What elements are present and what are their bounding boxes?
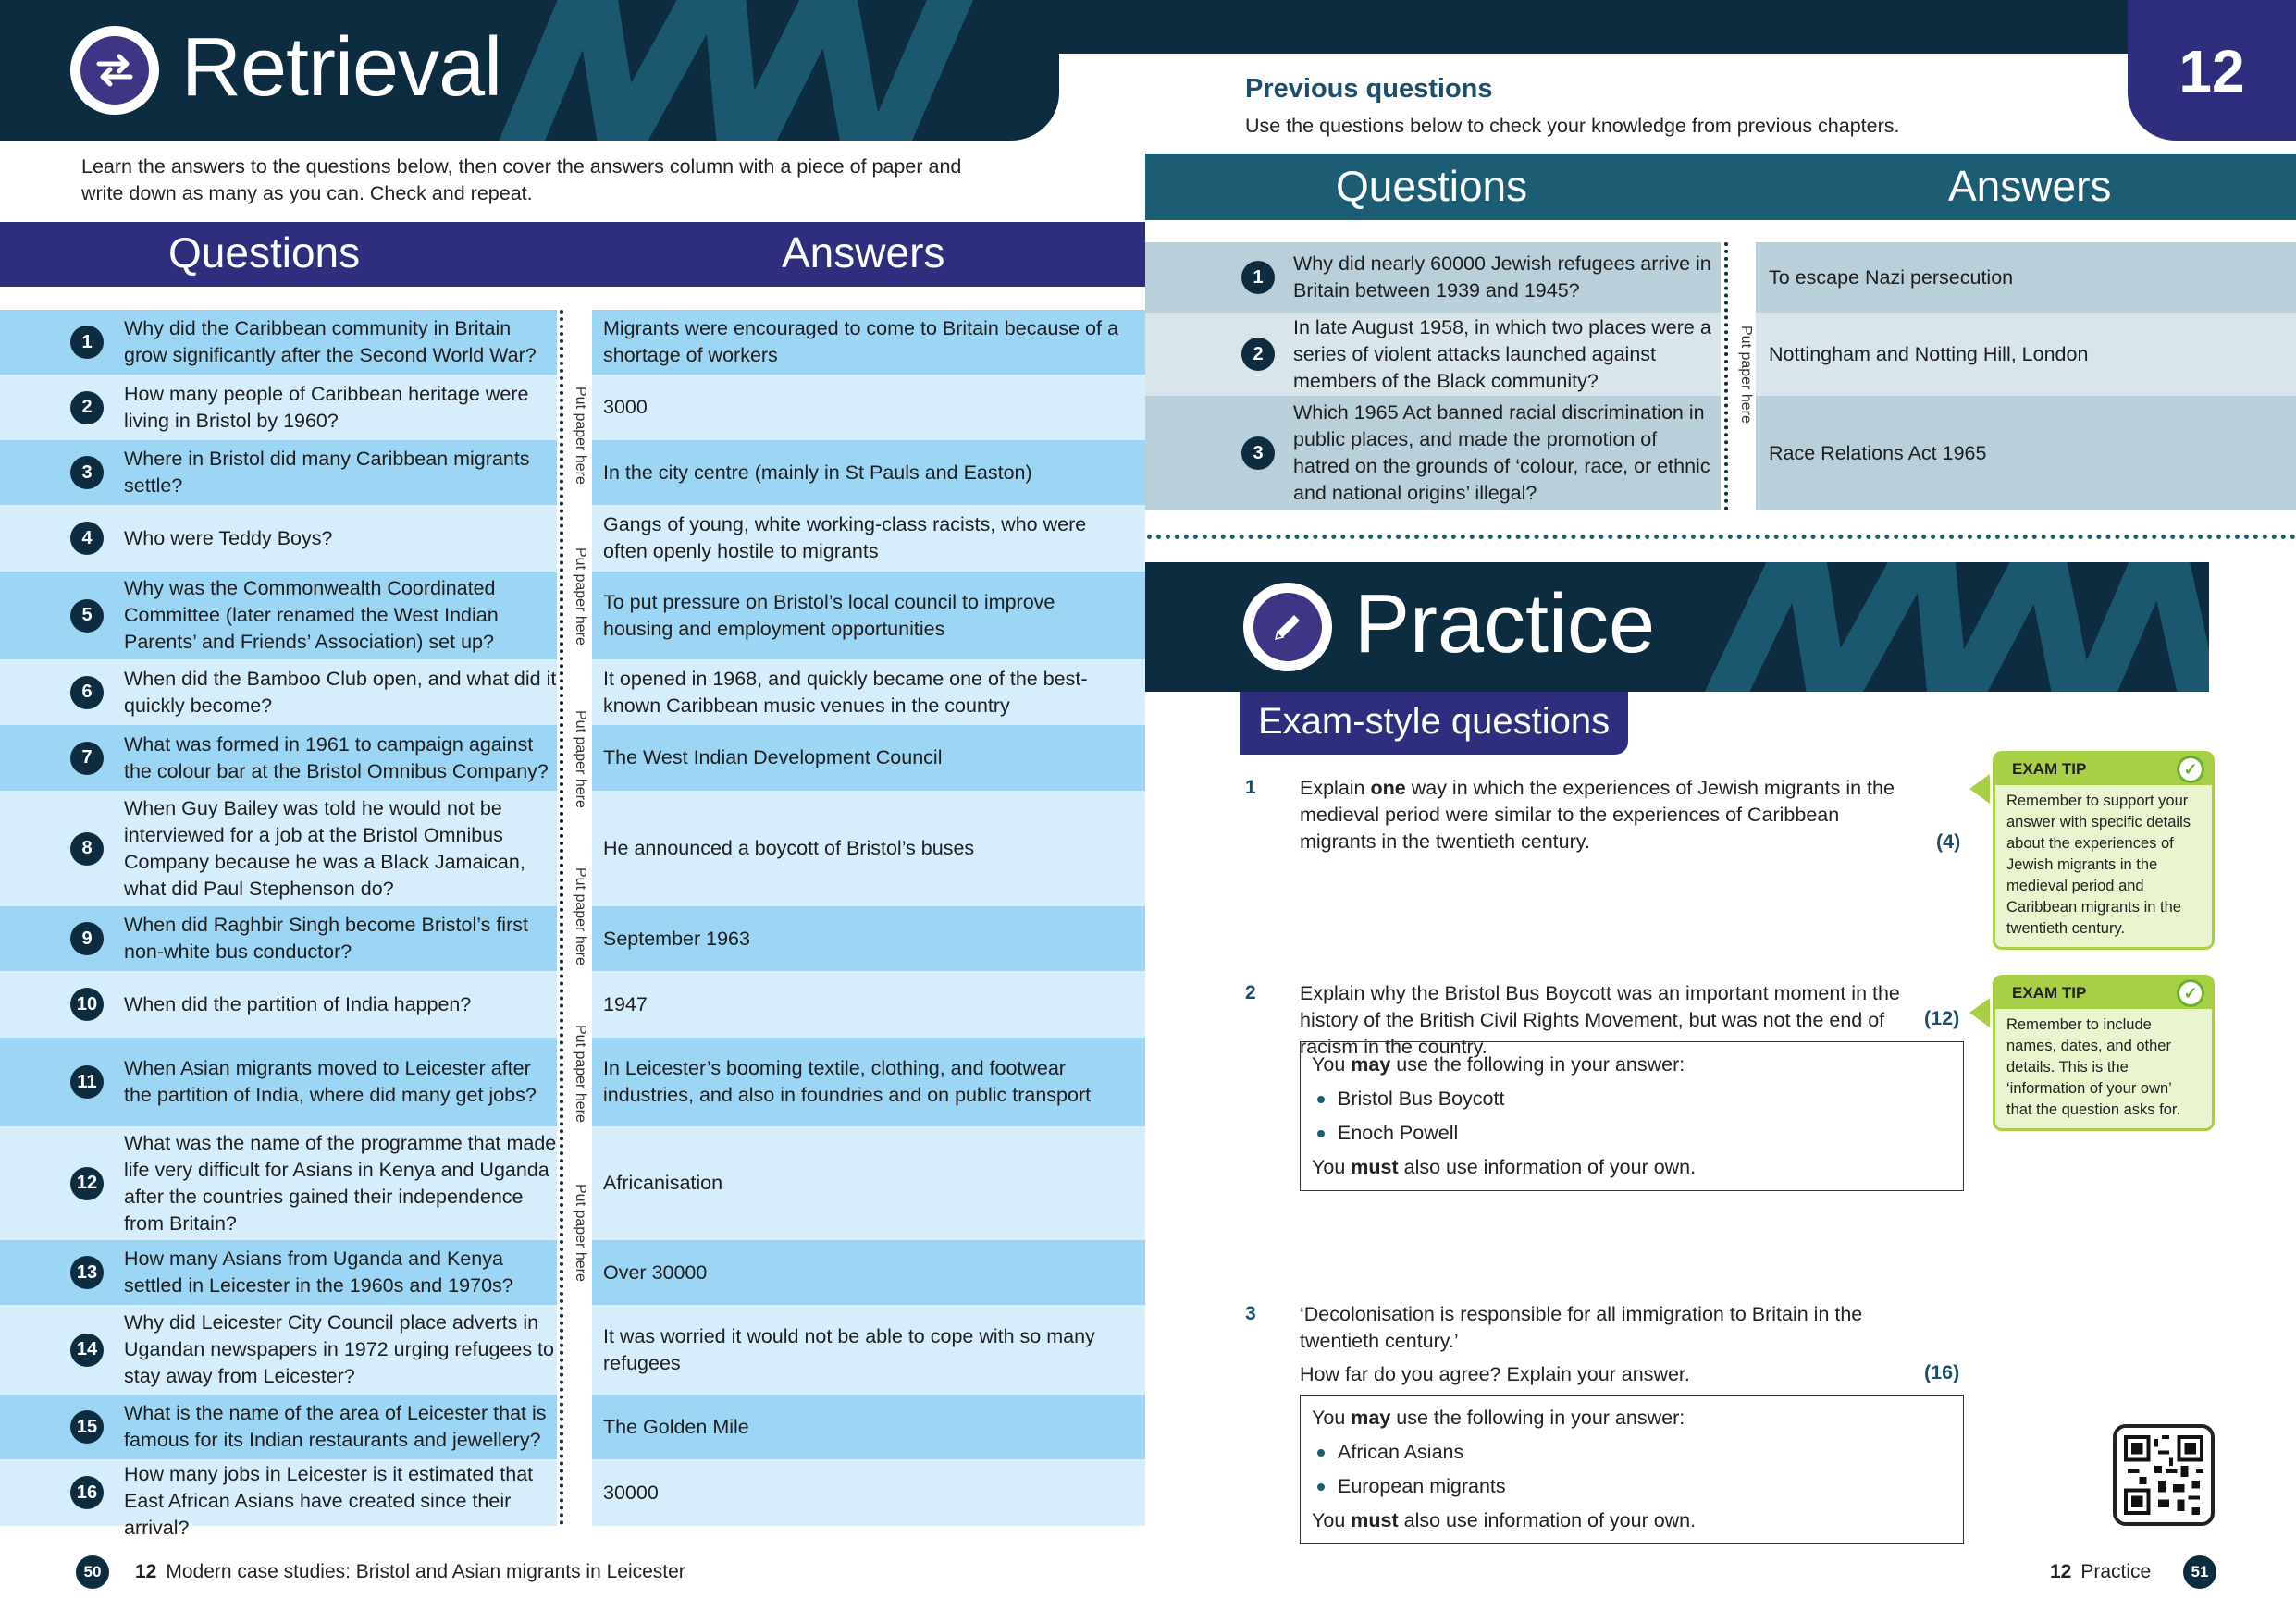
- put-paper-here-label: Put paper here: [573, 547, 588, 646]
- table-row: [1145, 242, 2296, 313]
- brush-decoration: [1700, 562, 2209, 692]
- question-text: When Guy Bailey was told he would not be interviewed for a job at the Bristol Omnibus Company because he was a Black Jamaican, what did Paul Stephenson do?: [124, 796, 525, 900]
- question-number: 7: [70, 742, 104, 775]
- answer-text: Race Relations Act 1965: [1769, 441, 1987, 464]
- question-number: 5: [70, 599, 104, 633]
- question-text: Why did the Caribbean community in Britain grow significantly after the Second World War?: [124, 317, 537, 366]
- answer-text: Gangs of young, white working-class racists, who were often openly hostile to migrants: [603, 513, 1087, 562]
- intro-text: Learn the answers to the questions below, then cover the answers column with a piece of paper and write down as many as you can. Check and repeat.: [81, 155, 962, 204]
- put-paper-here-label: Put paper here: [573, 867, 588, 965]
- qr-code[interactable]: [2113, 1424, 2215, 1526]
- brush-decoration: [481, 0, 1059, 141]
- answer-text: To put pressure on Bristol’s local council to improve housing and employment opportunities: [603, 590, 1055, 640]
- previous-questions-subtitle: Use the questions below to check your knowledge from previous chapters.: [1245, 115, 1900, 137]
- question-number: 10: [70, 988, 104, 1021]
- question-marks: (4): [1936, 830, 1961, 853]
- answers-heading: Answers: [1948, 162, 2112, 210]
- exam-tip-box: [1993, 975, 2215, 1131]
- question-number: 15: [70, 1410, 104, 1444]
- retrieval-header: [0, 0, 1059, 141]
- must-use-line: You must also use information of your own.: [1312, 1156, 1697, 1178]
- question-text: When did the partition of India happen?: [124, 992, 472, 1015]
- question-text: What is the name of the area of Leicester that is famous for its Indian restaurants and jewellery?: [124, 1402, 547, 1451]
- exam-tip-text: Remember to support your answer with specific details about the experiences of Jewish migrants in the medieval period and Caribbean migrants in the twentieth century.: [2006, 793, 2191, 937]
- question-number: 3: [70, 456, 104, 489]
- pencil-icon: [1243, 583, 1332, 671]
- question-number: 1: [1241, 261, 1275, 294]
- question-number: 4: [70, 522, 104, 555]
- question-text: When Asian migrants moved to Leicester after the partition of India, where did many get jobs?: [124, 1057, 537, 1106]
- exam-style-questions-tab: Exam-style questions: [1240, 692, 1628, 755]
- top-band: [1055, 0, 2296, 54]
- page-number: 50: [76, 1555, 109, 1589]
- exam-tip-heading: EXAM TIP: [1995, 754, 2212, 785]
- answer-text: To escape Nazi persecution: [1769, 265, 2014, 289]
- answer-text: 1947: [603, 992, 648, 1015]
- use-the-following-box: [1300, 1395, 1964, 1544]
- bullet-item: African Asians: [1312, 1435, 1952, 1469]
- may-use-line: You may use the following in your answer:: [1312, 1407, 1685, 1429]
- question-number: 14: [70, 1334, 104, 1367]
- question-text: In late August 1958, in which two places were a series of violent attacks launched against members of the Black community?: [1293, 316, 1711, 392]
- answer-text: 3000: [603, 396, 648, 418]
- retrieval-column-header: [0, 222, 1145, 287]
- use-the-following-box: [1300, 1041, 1964, 1191]
- question-prompt: How far do you agree? Explain your answer.: [1300, 1363, 1690, 1385]
- answer-text: Africanisation: [603, 1172, 723, 1194]
- question-text: How many people of Caribbean heritage were living in Bristol by 1960?: [124, 382, 529, 432]
- question-number: 16: [70, 1476, 104, 1509]
- put-paper-here-label: Put paper here: [573, 710, 588, 808]
- chapter-number: 12: [2179, 38, 2245, 105]
- question-number: 13: [70, 1256, 104, 1289]
- table-row: [1145, 396, 2296, 510]
- question-number: 1: [70, 326, 104, 359]
- footer-chapter: 12 Practice: [2050, 1561, 2152, 1582]
- exam-tip-box: [1993, 751, 2215, 950]
- bullet-item: European migrants: [1312, 1469, 1952, 1504]
- exam-tip-heading: EXAM TIP: [1995, 977, 2212, 1009]
- question-text: How many jobs in Leicester is it estimated that East African Asians have created since their arrival?: [124, 1463, 534, 1539]
- previous-questions-title: Previous questions: [1245, 74, 1493, 104]
- question-text: Who were Teddy Boys?: [124, 526, 333, 549]
- dotted-divider: [560, 310, 563, 1526]
- answer-text: It was worried it would not be able to cope with so many refugees: [603, 1324, 1095, 1374]
- check-target-icon: ✓: [2177, 756, 2204, 783]
- answer-text: Migrants were encouraged to come to Britain because of a shortage of workers: [603, 317, 1118, 366]
- question-text: When did Raghbir Singh become Bristol’s first non-white bus conductor?: [124, 914, 528, 963]
- bullet-item: Bristol Bus Boycott: [1312, 1082, 1952, 1116]
- question-number: 11: [70, 1065, 104, 1099]
- page-number: 51: [2183, 1555, 2216, 1589]
- bullet-item: Enoch Powell: [1312, 1116, 1952, 1150]
- questions-heading: Questions: [1336, 162, 1528, 210]
- put-paper-here-label: Put paper here: [573, 1025, 588, 1123]
- question-text: Explain one way in which the experiences of Jewish migrants in the medieval period were similar to the experiences of Caribbean migrants in the twentieth century.: [1300, 777, 1895, 853]
- answer-text: He announced a boycott of Bristol’s buses: [603, 837, 975, 859]
- table-row: [0, 310, 1145, 375]
- table-row: [0, 1305, 1145, 1395]
- answer-text: Over 30000: [603, 1260, 708, 1284]
- question-text: Where in Bristol did many Caribbean migrants settle?: [124, 448, 530, 497]
- answer-text: September 1963: [603, 927, 750, 950]
- question-number: 12: [70, 1167, 104, 1200]
- question-text: Explain why the Bristol Bus Boycott was an important moment in the history of the British Civil Rights Movement, but was not the end of racism in the country.: [1300, 982, 1900, 1058]
- answers-heading: Answers: [782, 228, 945, 277]
- question-text: What was formed in 1961 to campaign against the colour bar at the Bristol Omnibus Company?: [124, 732, 549, 782]
- question-text: What was the name of the programme that made life very difficult for Asians in Kenya and Uganda after the countries gained their independence from Britain?: [124, 1131, 557, 1235]
- answer-text: In the city centre (mainly in St Pauls and Easton): [603, 461, 1032, 484]
- previous-column-header: [1145, 154, 2296, 220]
- question-text: Why did nearly 60000 Jewish refugees arrive in Britain between 1939 and 1945?: [1293, 252, 1711, 301]
- check-target-icon: ✓: [2177, 979, 2204, 1007]
- page-title: Retrieval: [181, 21, 502, 114]
- questions-heading: Questions: [168, 228, 361, 277]
- table-row: [0, 1459, 1145, 1539]
- put-paper-here-label: Put paper here: [1738, 326, 1754, 424]
- dotted-divider: [1147, 535, 2296, 539]
- question-number: 9: [70, 922, 104, 955]
- question-number: 3: [1241, 436, 1275, 470]
- table-row: [0, 1395, 1145, 1459]
- answer-text: In Leicester’s booming textile, clothing, and footwear industries, and also in foundries and on public transport: [603, 1057, 1092, 1106]
- question-text: Why was the Commonwealth Coordinated Committee (later renamed the West Indian Parents’ and Friends’ Association) set up?: [124, 577, 499, 653]
- question-text: Which 1965 Act banned racial discrimination in public places, and made the promotion of hatred on the grounds of ‘colour, race, or ethnic and national origins’ illegal?: [1293, 401, 1710, 504]
- may-use-line: You may use the following in your answer:: [1312, 1053, 1685, 1076]
- table-row: [1145, 313, 2296, 396]
- question-number: 2: [70, 391, 104, 424]
- practice-header: [1145, 562, 2209, 692]
- question-text: Why did Leicester City Council place adverts in Ugandan newspapers in 1972 urging refugees to stay away from Leicester?: [124, 1311, 554, 1387]
- exam-tip-text: Remember to include names, dates, and other details. This is the ‘information of your own’ that the question asks for.: [2006, 1016, 2181, 1118]
- put-paper-here-label: Put paper here: [573, 387, 588, 485]
- footer-chapter: 12 Modern case studies: Bristol and Asian migrants in Leicester: [135, 1561, 685, 1582]
- swap-arrows-icon: [70, 26, 159, 115]
- question-number: 6: [70, 676, 104, 709]
- question-text: When did the Bamboo Club open, and what did it quickly become?: [124, 667, 557, 717]
- question-marks: (12): [1924, 1007, 1960, 1029]
- question-marks: (16): [1924, 1361, 1960, 1383]
- question-number: 3: [1245, 1303, 1256, 1324]
- answer-text: Nottingham and Notting Hill, London: [1769, 342, 2089, 365]
- practice-title: Practice: [1354, 578, 1656, 670]
- question-text: How many Asians from Uganda and Kenya settled in Leicester in the 1960s and 1970s?: [124, 1248, 513, 1297]
- answer-text: 30000: [603, 1481, 659, 1504]
- answer-text: The West Indian Development Council: [603, 746, 943, 768]
- question-number: 2: [1245, 982, 1256, 1003]
- question-text: ‘Decolonisation is responsible for all immigration to Britain in the twentieth century.’: [1300, 1303, 1863, 1352]
- dotted-divider: [1724, 242, 1728, 510]
- answer-text: The Golden Mile: [603, 1415, 749, 1438]
- question-number: 1: [1245, 777, 1256, 798]
- question-number: 8: [70, 832, 104, 866]
- question-number: 2: [1241, 338, 1275, 371]
- put-paper-here-label: Put paper here: [573, 1184, 588, 1282]
- answer-text: It opened in 1968, and quickly became one of the best-known Caribbean music venues in the country: [603, 667, 1088, 717]
- must-use-line: You must also use information of your own.: [1312, 1509, 1697, 1531]
